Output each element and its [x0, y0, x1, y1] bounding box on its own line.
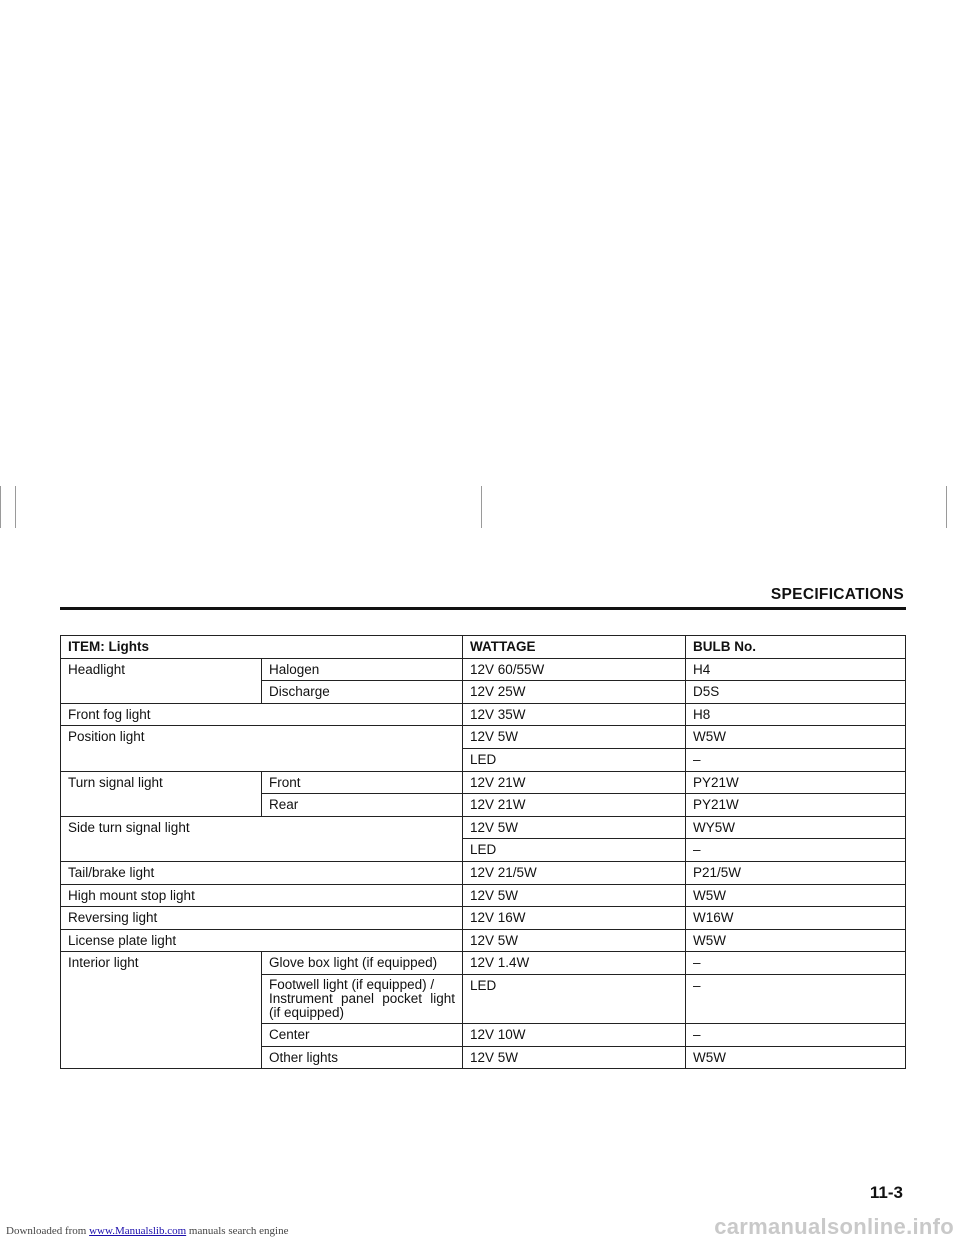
- bulb-cell: –: [686, 952, 906, 975]
- wattage-cell: 12V 60/55W: [463, 658, 686, 681]
- wattage-cell: 12V 5W: [463, 726, 686, 749]
- table-row: [61, 861, 906, 884]
- item-cell: Headlight: [61, 658, 262, 703]
- bulb-cell: PY21W: [686, 771, 906, 794]
- sub-item-cell: Center: [262, 1023, 463, 1046]
- item-cell: Side turn signal light: [61, 816, 463, 861]
- bulb-cell: –: [686, 1023, 906, 1046]
- bulb-cell: –: [686, 839, 906, 862]
- wattage-cell: 12V 5W: [463, 1046, 686, 1069]
- item-cell: Interior light: [61, 952, 262, 1069]
- table-row: [61, 884, 906, 907]
- item-cell: High mount stop light: [61, 884, 463, 907]
- bulb-cell: PY21W: [686, 794, 906, 817]
- table-row: [61, 952, 906, 975]
- wattage-cell: 12V 5W: [463, 884, 686, 907]
- sub-item-cell: Glove box light (if equipped): [262, 952, 463, 975]
- wattage-cell: 12V 16W: [463, 907, 686, 930]
- sub-item-cell: Halogen: [262, 658, 463, 681]
- crop-mark: [0, 486, 1, 528]
- bulb-cell: D5S: [686, 681, 906, 704]
- bulb-cell: H8: [686, 703, 906, 726]
- wattage-cell: 12V 35W: [463, 703, 686, 726]
- table-row: [61, 658, 906, 681]
- sub-item-line: Footwell light (if equipped) /: [269, 976, 435, 992]
- footer-prefix: Downloaded from: [6, 1225, 87, 1237]
- download-footer: [6, 1225, 288, 1237]
- sub-item-cell: [262, 974, 463, 1023]
- wattage-cell: 12V 21/5W: [463, 861, 686, 884]
- column-header-wattage: WATTAGE: [463, 636, 686, 659]
- bulb-cell: P21/5W: [686, 861, 906, 884]
- bulb-cell: –: [686, 974, 906, 1023]
- table-row: [61, 929, 906, 952]
- title-rule: [60, 607, 906, 610]
- sub-item-cell: Front: [262, 771, 463, 794]
- bulb-cell: W5W: [686, 929, 906, 952]
- table-header-row: [61, 636, 906, 659]
- bulb-cell: WY5W: [686, 816, 906, 839]
- lights-spec-table: [60, 635, 906, 1069]
- bulb-cell: W5W: [686, 884, 906, 907]
- section-title: SPECIFICATIONS: [770, 586, 904, 603]
- wattage-cell: 12V 5W: [463, 816, 686, 839]
- footer-suffix: manuals search engine: [188, 1225, 289, 1237]
- wattage-cell: LED: [463, 748, 686, 771]
- wattage-cell: 12V 21W: [463, 771, 686, 794]
- item-cell: License plate light: [61, 929, 463, 952]
- sub-item-line: (if equipped): [269, 1004, 345, 1020]
- crop-mark: [946, 486, 947, 528]
- item-cell: Position light: [61, 726, 463, 771]
- item-cell: Turn signal light: [61, 771, 262, 816]
- wattage-cell: 12V 21W: [463, 794, 686, 817]
- bulb-cell: W5W: [686, 1046, 906, 1069]
- sub-item-line: Instrument panel pocket light: [269, 990, 455, 1006]
- bulb-cell: W16W: [686, 907, 906, 930]
- column-header-bulb: BULB No.: [686, 636, 906, 659]
- sub-item-cell: Other lights: [262, 1046, 463, 1069]
- crop-mark: [15, 486, 16, 528]
- item-cell: Front fog light: [61, 703, 463, 726]
- manualslib-link[interactable]: www.Manualslib.com: [89, 1225, 187, 1237]
- column-header-item: ITEM: Lights: [61, 636, 463, 659]
- sub-item-cell: Discharge: [262, 681, 463, 704]
- crop-mark: [481, 486, 482, 528]
- wattage-cell: LED: [463, 974, 686, 1023]
- wattage-cell: 12V 1.4W: [463, 952, 686, 975]
- wattage-cell: 12V 10W: [463, 1023, 686, 1046]
- sub-item-cell: Rear: [262, 794, 463, 817]
- bulb-cell: –: [686, 748, 906, 771]
- page-number: 11-3: [869, 1183, 903, 1202]
- wattage-cell: LED: [463, 839, 686, 862]
- wattage-cell: 12V 25W: [463, 681, 686, 704]
- table-row: [61, 771, 906, 794]
- table-row: [61, 703, 906, 726]
- watermark: carmanualsonline.info: [714, 1214, 954, 1239]
- bulb-cell: W5W: [686, 726, 906, 749]
- table-row: [61, 907, 906, 930]
- bulb-cell: H4: [686, 658, 906, 681]
- item-cell: Tail/brake light: [61, 861, 463, 884]
- wattage-cell: 12V 5W: [463, 929, 686, 952]
- table-row: [61, 726, 906, 749]
- item-cell: Reversing light: [61, 907, 463, 930]
- table-row: [61, 816, 906, 839]
